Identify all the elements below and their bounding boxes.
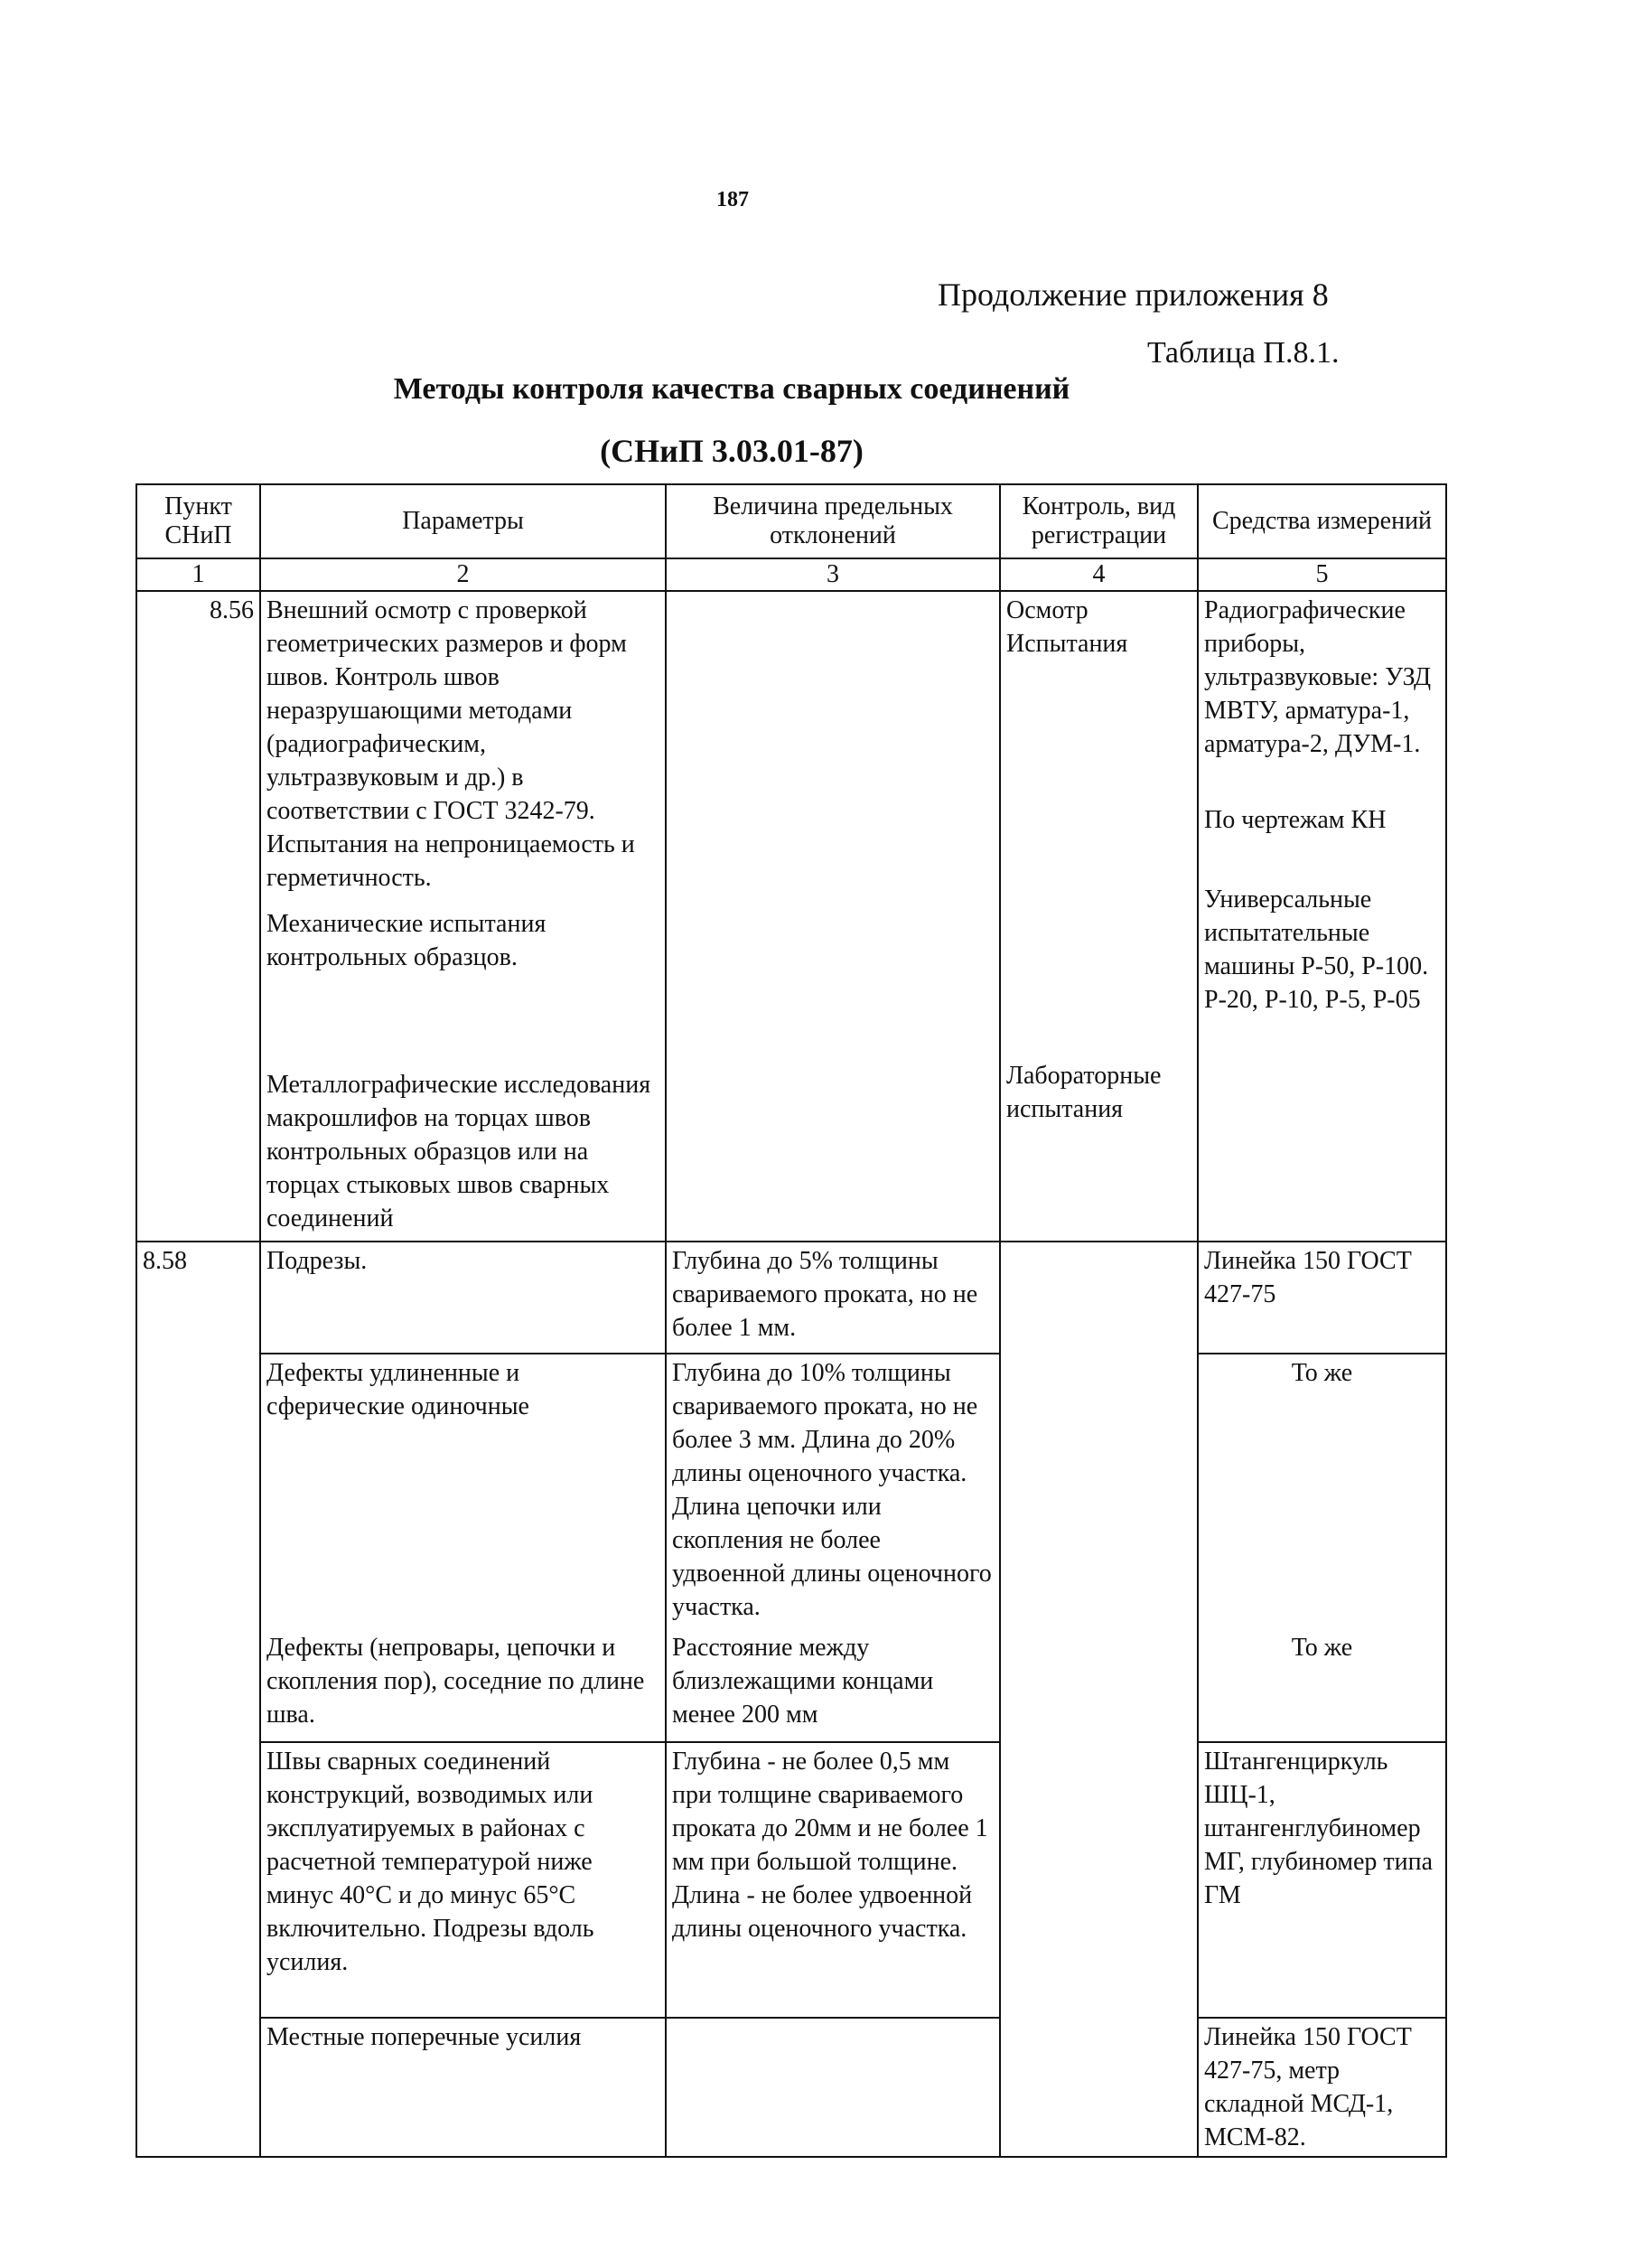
table-row	[136, 2018, 1446, 2157]
table-row	[136, 1242, 1446, 1354]
parameter-text: Внешний осмотр с проверкой геометрических размеров и форм швов. Контроль швов неразрушающими методами (радиографическим, ультразвуковым и др.) в соответствии с ГОСТ 3242-79.	[266, 596, 627, 825]
tools-cell: То же	[1198, 1629, 1446, 1742]
point-cell	[136, 2018, 260, 2157]
column-number: 3	[666, 558, 1000, 591]
header-parameters: Параметры	[260, 484, 666, 558]
parameters-cell: Подрезы.	[260, 1242, 666, 1354]
deviation-cell: Глубина до 10% толщины свариваемого проката, но не более 3 мм. Длина до 20% длины оценочного участка. Длина цепочки или скопления не более удвоенной длины оценочного участка.	[666, 1354, 1000, 1629]
parameters-cell: Дефекты удлиненные и сферические одиночные	[260, 1354, 666, 1629]
control-cell	[1000, 1354, 1198, 1629]
control-text: Осмотр Испытания	[1006, 596, 1128, 658]
control-cell	[1000, 591, 1198, 1242]
header-control: Контроль, вид регистрации	[1000, 484, 1198, 558]
point-cell	[136, 1354, 260, 1629]
table-row	[136, 1742, 1446, 2018]
table-row	[136, 1629, 1446, 1742]
tools-cell	[1198, 591, 1446, 1242]
column-number: 5	[1198, 558, 1446, 591]
point-cell: 8.56	[136, 591, 260, 1242]
parameters-cell: Дефекты (непровары, цепочки и скопления пор), соседние по длине шва.	[260, 1629, 666, 1742]
point-cell: 8.58	[136, 1242, 260, 1354]
table-label: Таблица П.8.1.	[1147, 336, 1340, 370]
control-cell	[1000, 2018, 1198, 2157]
point-cell	[136, 1629, 260, 1742]
parameters-cell	[260, 591, 666, 1242]
column-number: 2	[260, 558, 666, 591]
header-row	[136, 484, 1446, 558]
deviation-cell: Глубина до 5% толщины свариваемого проката, но не более 1 мм.	[666, 1242, 1000, 1354]
column-number: 4	[1000, 558, 1198, 591]
deviation-cell	[666, 2018, 1000, 2157]
header-tools: Средства измерений	[1198, 484, 1446, 558]
tools-text: Радиографические приборы, ультразвуковые: УЗД МВТУ, арматура-1, арматура-2, ДУМ-1.	[1204, 596, 1432, 758]
table-title: Методы контроля качества сварных соединений	[393, 372, 1070, 406]
control-text: Лабораторные испытания	[1006, 1062, 1162, 1123]
quality-control-table	[135, 483, 1447, 2158]
parameters-cell: Местные поперечные усилия	[260, 2018, 666, 2157]
appendix-caption: Продолжение приложения 8	[938, 276, 1329, 313]
column-number: 1	[136, 558, 260, 591]
tools-text: По чертежам КН	[1204, 806, 1387, 834]
header-deviation: Величина предельных отклонений	[666, 484, 1000, 558]
tools-cell: Линейка 150 ГОСТ 427-75	[1198, 1242, 1446, 1354]
table-subtitle: (СНиП 3.03.01-87)	[600, 433, 864, 469]
point-cell	[136, 1742, 260, 2018]
parameter-text: Испытания на непроницаемость и герметичность.	[266, 830, 635, 892]
control-cell	[1000, 1242, 1198, 1354]
control-cell	[1000, 1742, 1198, 2018]
parameter-text: Механические испытания контрольных образцов.	[266, 910, 547, 971]
deviation-cell	[666, 591, 1000, 1242]
column-number-row	[136, 558, 1446, 591]
tools-cell: Линейка 150 ГОСТ 427-75, метр складной МСД-1, МСМ-82.	[1198, 2018, 1446, 2157]
table-row	[136, 1354, 1446, 1629]
page-number: 187	[716, 188, 749, 211]
header-point: Пункт СНиП	[136, 484, 260, 558]
deviation-cell: Глубина - не более 0,5 мм при толщине свариваемого проката до 20мм и не более 1 мм при большой толщине. Длина - не более удвоенной длины оценочного участка.	[666, 1742, 1000, 2018]
parameters-cell: Швы сварных соединений конструкций, возводимых или эксплуатируемых в районах с расчетной температурой ниже минус 40°С и до минус 65°С включительно. Подрезы вдоль усилия.	[260, 1742, 666, 2018]
tools-text: Универсальные испытательные машины Р-50, Р-100. Р-20, Р-10, Р-5, Р-05	[1204, 886, 1429, 1014]
deviation-cell: Расстояние между близлежащими концами менее 200 мм	[666, 1629, 1000, 1742]
tools-cell: Штангенциркуль ШЦ-1, штангенглубиномер МГ, глубиномер типа ГМ	[1198, 1742, 1446, 2018]
tools-cell: То же	[1198, 1354, 1446, 1629]
control-cell	[1000, 1629, 1198, 1742]
table-row	[136, 591, 1446, 1242]
parameter-text: Металлографические исследования макрошлифов на торцах швов контрольных образцов или на торцах стыковых швов сварных соединений	[266, 1071, 651, 1232]
